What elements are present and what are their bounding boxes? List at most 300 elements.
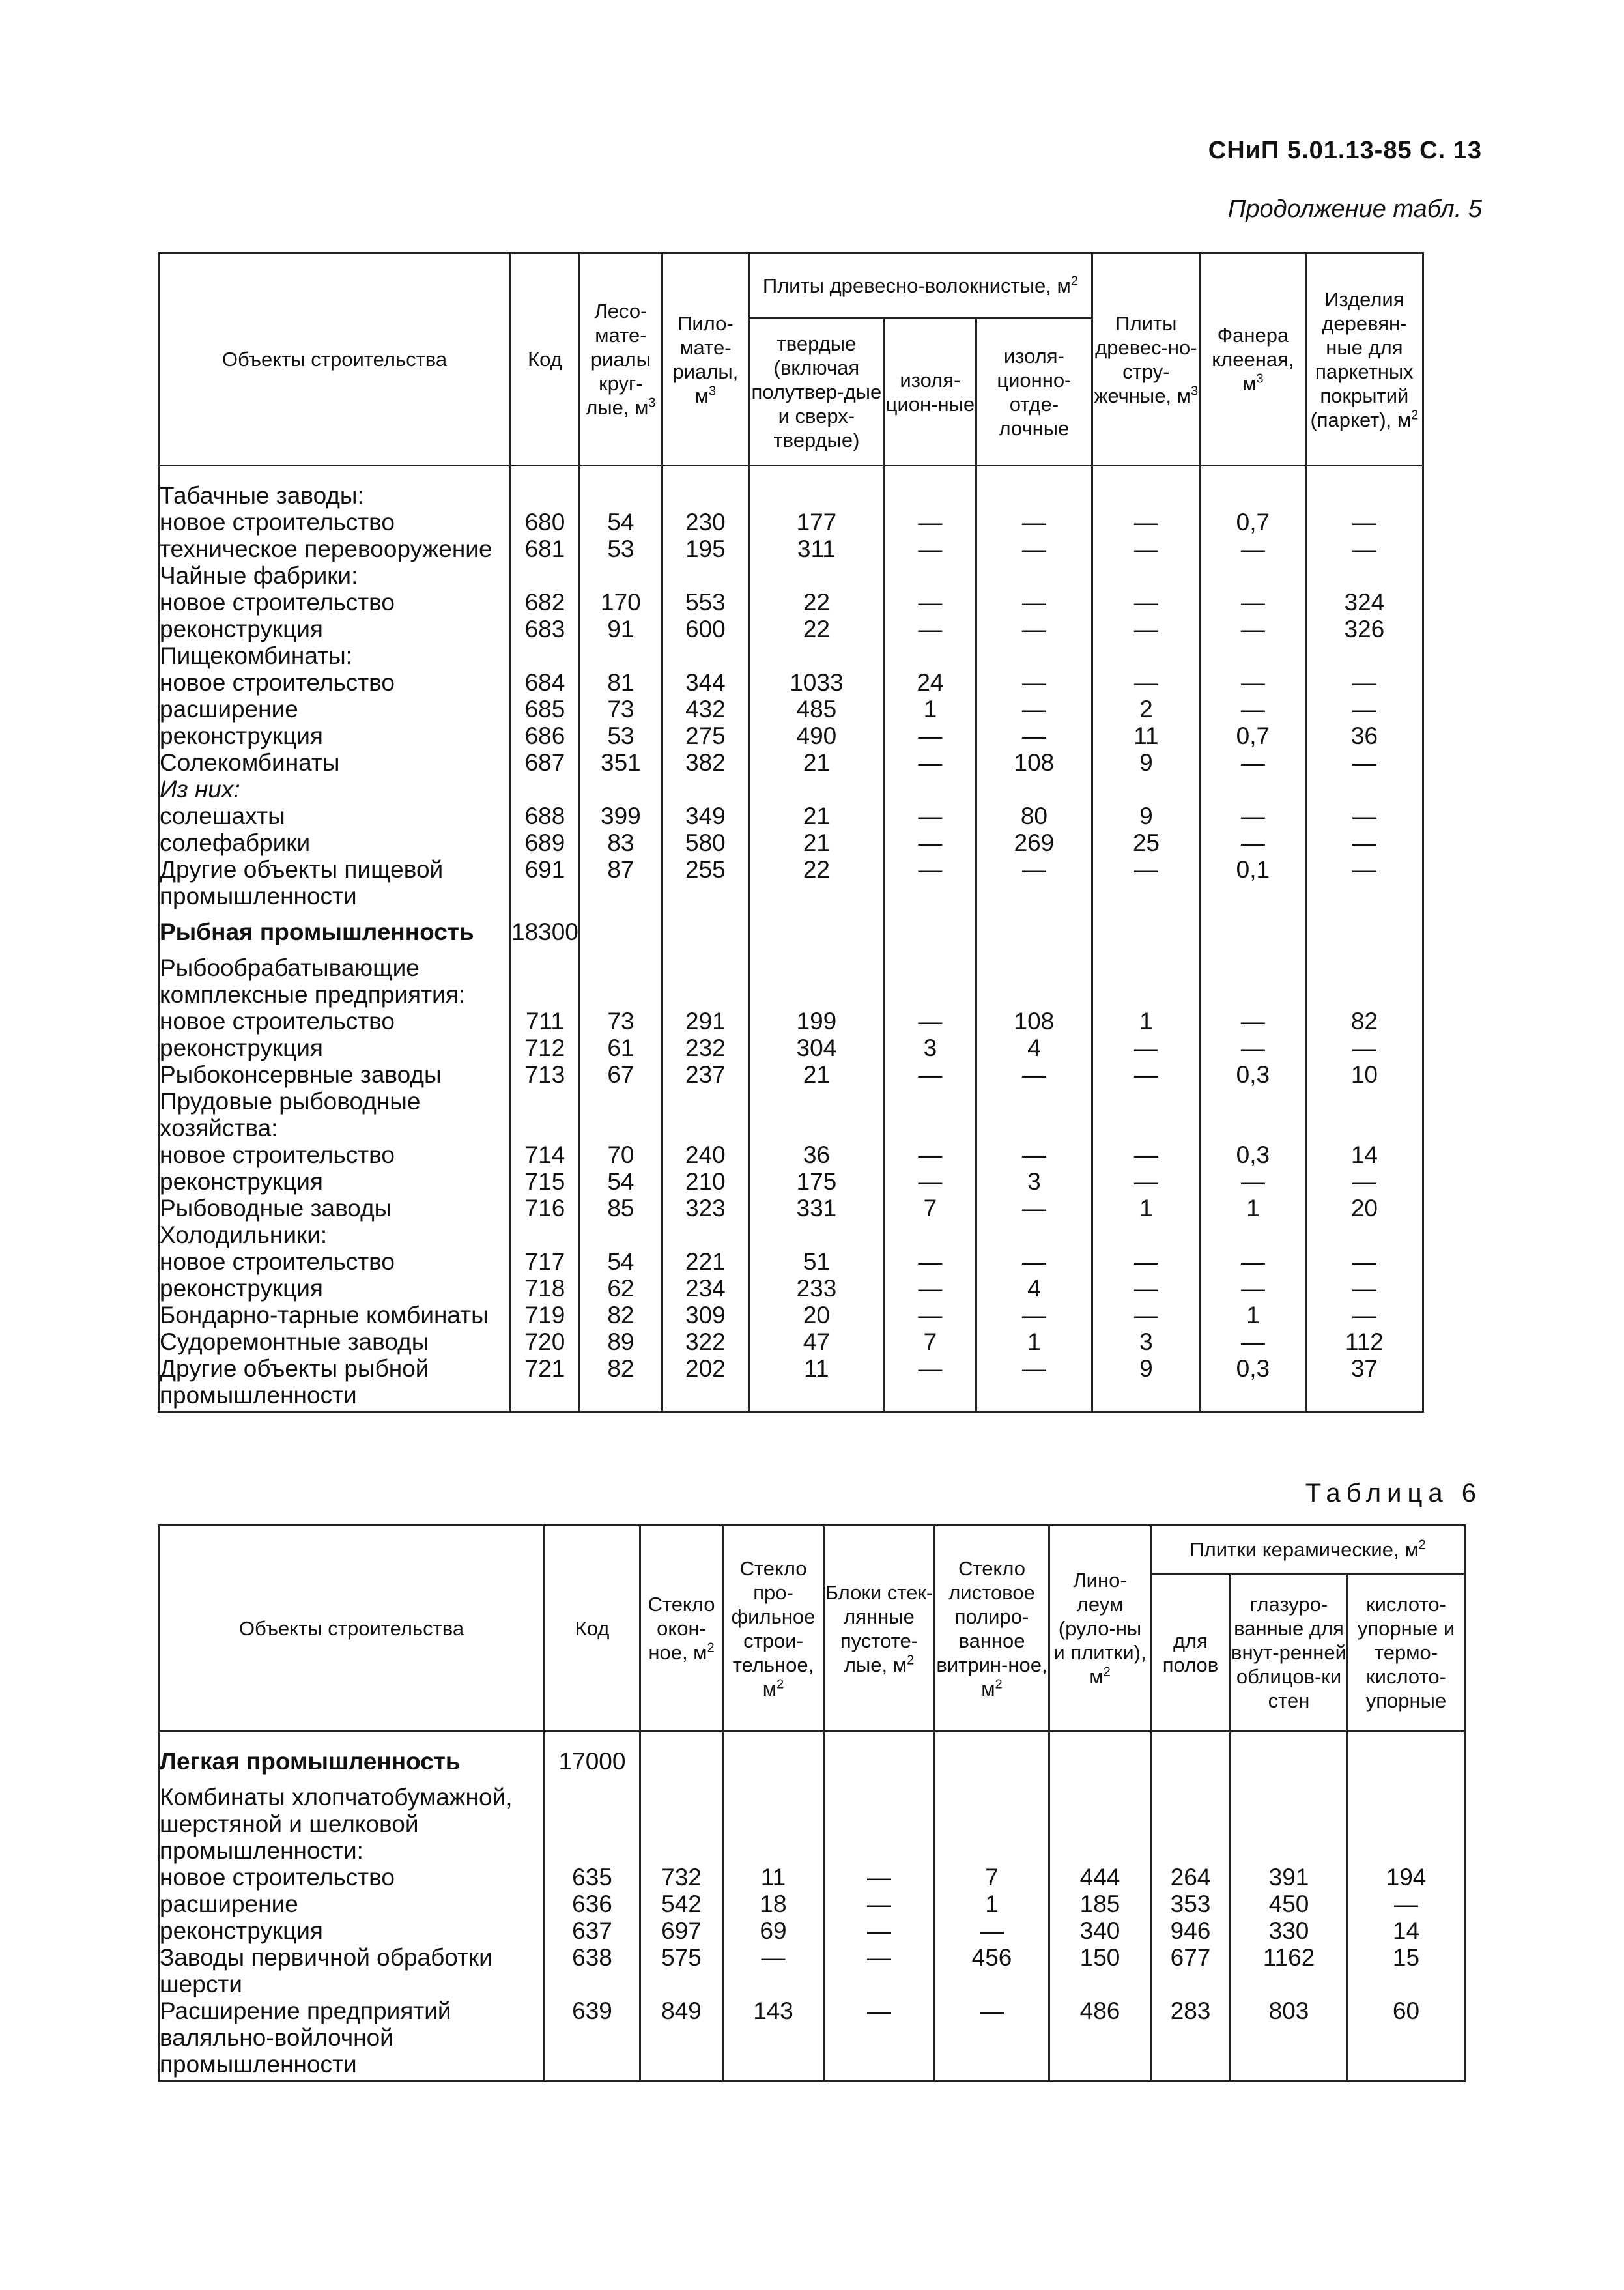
row-value: — — [884, 1275, 976, 1302]
row-value — [1092, 945, 1200, 1008]
row-name: Судоремонтные заводы — [159, 1328, 511, 1355]
row-value: — — [1305, 749, 1423, 776]
row-value: 9 — [1092, 803, 1200, 829]
table-row — [159, 776, 1423, 803]
row-value — [662, 776, 748, 803]
row-value — [662, 945, 748, 1008]
row-name: реконструкция — [159, 1917, 545, 1944]
row-value: 20 — [1305, 1195, 1423, 1222]
row-value — [1200, 909, 1305, 945]
row-name: Чайные фабрики: — [159, 562, 511, 589]
row-value: — — [884, 1061, 976, 1088]
row-value — [1092, 1222, 1200, 1248]
row-name: новое строительство — [159, 509, 511, 536]
row-value: 2 — [1092, 696, 1200, 723]
table-row — [159, 1035, 1423, 1061]
table-row — [159, 749, 1423, 776]
row-value: 732 — [640, 1864, 723, 1891]
row-value: — — [1305, 1168, 1423, 1195]
row-value — [723, 1775, 824, 1864]
row-value — [1305, 945, 1423, 1008]
row-value — [824, 1732, 935, 1775]
row-code — [511, 466, 580, 509]
row-value: 9 — [1092, 1355, 1200, 1412]
row-value: 82 — [579, 1355, 662, 1412]
row-value — [935, 1732, 1049, 1775]
row-code — [511, 1222, 580, 1248]
row-code: 718 — [511, 1275, 580, 1302]
row-name: Расширение предприятий валяльно-войлочной промышленности — [159, 1997, 545, 2082]
row-name: Прудовые рыбоводные хозяйства: — [159, 1088, 511, 1141]
row-value: 70 — [579, 1141, 662, 1168]
row-value: — — [1200, 829, 1305, 856]
row-value: 0,7 — [1200, 509, 1305, 536]
col-header-plywood: Фанера клееная, $м^3$ — [1200, 253, 1305, 466]
row-value — [640, 1775, 723, 1864]
row-value: — — [976, 669, 1092, 696]
row-value: — — [976, 616, 1092, 642]
row-value: — — [884, 1248, 976, 1275]
table-row — [159, 589, 1423, 616]
row-value: 946 — [1151, 1917, 1231, 1944]
row-value — [748, 642, 884, 669]
row-value — [748, 909, 884, 945]
row-value: 326 — [1305, 616, 1423, 642]
row-value: 1 — [935, 1891, 1049, 1917]
table-continuation-note: Продолжение табл. 5 — [1227, 195, 1482, 223]
row-value: 1 — [1200, 1302, 1305, 1328]
row-name: новое строительство — [159, 589, 511, 616]
row-value: 269 — [976, 829, 1092, 856]
row-value: — — [824, 1944, 935, 1997]
table-row — [159, 803, 1423, 829]
row-value: 1 — [1092, 1195, 1200, 1222]
table-row — [159, 1732, 1465, 1775]
row-value — [579, 776, 662, 803]
row-value: 14 — [1348, 1917, 1465, 1944]
row-value: 25 — [1092, 829, 1200, 856]
row-name: реконструкция — [159, 1035, 511, 1061]
row-value: 67 — [579, 1061, 662, 1088]
row-value: 91 — [579, 616, 662, 642]
row-code: 711 — [511, 1008, 580, 1035]
row-value: — — [1305, 803, 1423, 829]
row-code: 720 — [511, 1328, 580, 1355]
row-value — [884, 945, 976, 1008]
row-value: 185 — [1049, 1891, 1151, 1917]
row-code: 715 — [511, 1168, 580, 1195]
row-value: 330 — [1231, 1917, 1348, 1944]
row-value: 456 — [935, 1944, 1049, 1997]
row-code: 638 — [545, 1944, 640, 1997]
row-value: 331 — [748, 1195, 884, 1222]
row-value — [1348, 1732, 1465, 1775]
row-value: — — [935, 1997, 1049, 2082]
row-value: 170 — [579, 589, 662, 616]
row-code: 639 — [545, 1997, 640, 2082]
row-name: Солекомбинаты — [159, 749, 511, 776]
row-name: солешахты — [159, 803, 511, 829]
row-value: 85 — [579, 1195, 662, 1222]
row-value: 3 — [1092, 1328, 1200, 1355]
row-value: 1162 — [1231, 1944, 1348, 1997]
row-value — [723, 1732, 824, 1775]
row-value: — — [976, 1195, 1092, 1222]
table-row — [159, 642, 1423, 669]
row-value: — — [824, 1891, 935, 1917]
col-header-profile-glass: Стекло про-фильное строи-тельное, $м^2$ — [723, 1526, 824, 1732]
row-value: 309 — [662, 1302, 748, 1328]
row-value — [748, 562, 884, 589]
row-value — [1049, 1732, 1151, 1775]
row-value: — — [1092, 509, 1200, 536]
col-header-code: Код — [545, 1526, 640, 1732]
row-value: 486 — [1049, 1997, 1151, 2082]
row-value: — — [976, 536, 1092, 562]
row-value — [1200, 776, 1305, 803]
row-value: 89 — [579, 1328, 662, 1355]
col-header-tiles-group: Плитки керамические, $м^2$ — [1151, 1526, 1465, 1574]
row-value: 382 — [662, 749, 748, 776]
col-header-polished-glass: Стекло листовое полиро-ванное витрин-ное, $м^2$ — [935, 1526, 1049, 1732]
table-row — [159, 1302, 1423, 1328]
row-value — [1305, 466, 1423, 509]
row-code: 637 — [545, 1917, 640, 1944]
row-value: 803 — [1231, 1997, 1348, 2082]
row-value: 291 — [662, 1008, 748, 1035]
table-row — [159, 1328, 1423, 1355]
row-value: 37 — [1305, 1355, 1423, 1412]
col-header-objects: Объекты строительства — [159, 1526, 545, 1732]
row-value: 7 — [935, 1864, 1049, 1891]
table-row — [159, 536, 1423, 562]
row-value: — — [1200, 749, 1305, 776]
row-value: 485 — [748, 696, 884, 723]
row-value — [935, 1775, 1049, 1864]
row-value: 22 — [748, 616, 884, 642]
row-value: 47 — [748, 1328, 884, 1355]
row-name: новое строительство — [159, 1141, 511, 1168]
row-name: Заводы первичной обработки шерсти — [159, 1944, 545, 1997]
table-row — [159, 1355, 1423, 1412]
row-value: 255 — [662, 856, 748, 909]
row-code: 684 — [511, 669, 580, 696]
row-value: 697 — [640, 1917, 723, 1944]
col-header-tiles-acid: кислото-упорные и термо-кислото-упорные — [1348, 1574, 1465, 1732]
row-value: 54 — [579, 1248, 662, 1275]
row-code: 687 — [511, 749, 580, 776]
row-name: Рыбная промышленность — [159, 909, 511, 945]
row-value: 349 — [662, 803, 748, 829]
row-value — [579, 1088, 662, 1141]
row-value: 10 — [1305, 1061, 1423, 1088]
row-value: — — [976, 509, 1092, 536]
row-value: — — [1200, 1168, 1305, 1195]
col-header-linoleum: Лино-леум (руло-ны и плитки), $м^2$ — [1049, 1526, 1151, 1732]
row-value: — — [824, 1917, 935, 1944]
row-value: — — [884, 1302, 976, 1328]
table-row — [159, 1891, 1465, 1917]
row-name: Из них: — [159, 776, 511, 803]
row-value: — — [1348, 1891, 1465, 1917]
row-value: 53 — [579, 536, 662, 562]
row-value: — — [1092, 856, 1200, 909]
row-value: 21 — [748, 803, 884, 829]
row-value: — — [884, 1141, 976, 1168]
row-value: — — [1305, 696, 1423, 723]
row-value — [976, 945, 1092, 1008]
row-value: 1 — [1092, 1008, 1200, 1035]
row-value: 22 — [748, 589, 884, 616]
row-value: 21 — [748, 749, 884, 776]
row-value: 7 — [884, 1328, 976, 1355]
row-value: 351 — [579, 749, 662, 776]
table-row — [159, 909, 1423, 945]
row-value — [884, 1088, 976, 1141]
row-value — [579, 562, 662, 589]
row-value: 61 — [579, 1035, 662, 1061]
table-row — [159, 1088, 1423, 1141]
row-value: — — [1305, 1248, 1423, 1275]
row-value: 311 — [748, 536, 884, 562]
table-6-label: Таблица 6 — [1305, 1479, 1482, 1508]
row-name: реконструкция — [159, 616, 511, 642]
table-5 — [158, 252, 1424, 1413]
row-value: 234 — [662, 1275, 748, 1302]
row-code — [545, 1775, 640, 1864]
row-value — [884, 1222, 976, 1248]
row-value: 324 — [1305, 589, 1423, 616]
row-value: 36 — [748, 1141, 884, 1168]
row-value: — — [976, 1355, 1092, 1412]
row-value: — — [1305, 1302, 1423, 1328]
row-value: 575 — [640, 1944, 723, 1997]
table-row — [159, 1168, 1423, 1195]
row-value: 195 — [662, 536, 748, 562]
row-value: 399 — [579, 803, 662, 829]
row-value: 15 — [1348, 1944, 1465, 1997]
table-row — [159, 856, 1423, 909]
row-value: 18 — [723, 1891, 824, 1917]
row-value: — — [884, 749, 976, 776]
table-row — [159, 1917, 1465, 1944]
row-value — [976, 1222, 1092, 1248]
row-value: 340 — [1049, 1917, 1151, 1944]
row-value — [579, 466, 662, 509]
row-value — [976, 776, 1092, 803]
row-code — [511, 1088, 580, 1141]
row-value — [748, 945, 884, 1008]
row-name: расширение — [159, 1891, 545, 1917]
row-value — [1200, 945, 1305, 1008]
row-value — [1200, 642, 1305, 669]
row-value — [579, 1222, 662, 1248]
row-value: 24 — [884, 669, 976, 696]
row-value — [1200, 562, 1305, 589]
row-value: 9 — [1092, 749, 1200, 776]
row-value: 210 — [662, 1168, 748, 1195]
table-row — [159, 1997, 1465, 2082]
row-value: 450 — [1231, 1891, 1348, 1917]
row-value — [824, 1775, 935, 1864]
table-row — [159, 723, 1423, 749]
row-value: — — [976, 856, 1092, 909]
row-value: — — [1200, 696, 1305, 723]
row-name: Табачные заводы: — [159, 466, 511, 509]
col-header-sawn-timber: Пило-мате-риалы, $м^3$ — [662, 253, 748, 466]
table-row — [159, 1944, 1465, 1997]
row-value: 73 — [579, 696, 662, 723]
row-value: 175 — [748, 1168, 884, 1195]
row-value: — — [723, 1944, 824, 1997]
row-value: 143 — [723, 1997, 824, 2082]
row-value — [1305, 776, 1423, 803]
row-value: 1 — [884, 696, 976, 723]
row-value: 240 — [662, 1141, 748, 1168]
col-header-tiles-floor: для полов — [1151, 1574, 1231, 1732]
row-value: 353 — [1151, 1891, 1231, 1917]
row-value: — — [976, 696, 1092, 723]
table-row — [159, 509, 1423, 536]
row-value — [748, 776, 884, 803]
row-value: 0,3 — [1200, 1061, 1305, 1088]
row-value: — — [884, 723, 976, 749]
row-code: 683 — [511, 616, 580, 642]
row-code: 689 — [511, 829, 580, 856]
row-value: — — [884, 509, 976, 536]
row-code: 685 — [511, 696, 580, 723]
row-value: 11 — [723, 1864, 824, 1891]
row-value: — — [1092, 536, 1200, 562]
col-header-fb-hard: твердые (включая полутвер-дые и сверх-твердые) — [748, 319, 884, 466]
row-value: 177 — [748, 509, 884, 536]
table-row — [159, 669, 1423, 696]
row-name: Рыбоводные заводы — [159, 1195, 511, 1222]
row-value: 275 — [662, 723, 748, 749]
row-code — [511, 562, 580, 589]
row-name: новое строительство — [159, 1008, 511, 1035]
row-value: 580 — [662, 829, 748, 856]
table-row — [159, 466, 1423, 509]
row-value: 194 — [1348, 1864, 1465, 1891]
row-value: 4 — [976, 1275, 1092, 1302]
row-value: — — [1305, 509, 1423, 536]
row-code — [511, 945, 580, 1008]
row-value: 849 — [640, 1997, 723, 2082]
row-value: — — [1305, 856, 1423, 909]
col-header-objects: Объекты строительства — [159, 253, 511, 466]
row-value — [884, 909, 976, 945]
row-value: 54 — [579, 1168, 662, 1195]
row-value: — — [1200, 1248, 1305, 1275]
row-value: — — [976, 1302, 1092, 1328]
row-name: реконструкция — [159, 1168, 511, 1195]
row-value: 490 — [748, 723, 884, 749]
row-value — [579, 642, 662, 669]
col-header-window-glass: Стекло окон-ное, $м^2$ — [640, 1526, 723, 1732]
row-value — [1049, 1775, 1151, 1864]
row-value: 232 — [662, 1035, 748, 1061]
row-code: 18300 — [511, 909, 580, 945]
row-value: — — [1305, 1035, 1423, 1061]
row-value: 1 — [1200, 1195, 1305, 1222]
row-value — [884, 562, 976, 589]
row-value: — — [1200, 616, 1305, 642]
row-value — [1231, 1732, 1348, 1775]
row-value: — — [884, 616, 976, 642]
row-value: — — [1092, 589, 1200, 616]
row-value: 283 — [1151, 1997, 1231, 2082]
row-code: 719 — [511, 1302, 580, 1328]
row-value: 150 — [1049, 1944, 1151, 1997]
row-value: 62 — [579, 1275, 662, 1302]
row-code: 686 — [511, 723, 580, 749]
row-value — [976, 562, 1092, 589]
row-code: 713 — [511, 1061, 580, 1088]
row-value: — — [1200, 536, 1305, 562]
row-value: — — [1200, 1328, 1305, 1355]
col-header-tiles-glazed: глазуро-ванные для внут-ренней облицов-ки стен — [1231, 1574, 1348, 1732]
row-value — [748, 1222, 884, 1248]
row-value — [579, 909, 662, 945]
row-value: 4 — [976, 1035, 1092, 1061]
row-code: 716 — [511, 1195, 580, 1222]
row-name: Пищекомбинаты: — [159, 642, 511, 669]
row-value: 391 — [1231, 1864, 1348, 1891]
row-value: — — [976, 1141, 1092, 1168]
row-value: — — [1092, 1248, 1200, 1275]
row-code: 682 — [511, 589, 580, 616]
row-value: 36 — [1305, 723, 1423, 749]
col-header-glass-blocks: Блоки стек-лянные пустоте-лые, $м^2$ — [824, 1526, 935, 1732]
page-header: СНиП 5.01.13-85 С. 13 — [1208, 137, 1482, 164]
row-value: 22 — [748, 856, 884, 909]
row-value — [1092, 466, 1200, 509]
row-code: 714 — [511, 1141, 580, 1168]
row-value — [1305, 909, 1423, 945]
row-value: — — [976, 589, 1092, 616]
row-value: 444 — [1049, 1864, 1151, 1891]
table-row — [159, 562, 1423, 589]
row-value — [1231, 1775, 1348, 1864]
row-value: — — [1092, 1141, 1200, 1168]
row-value: — — [1092, 669, 1200, 696]
row-value: — — [1092, 1035, 1200, 1061]
row-name: техническое перевооружение — [159, 536, 511, 562]
row-code — [511, 642, 580, 669]
row-code: 721 — [511, 1355, 580, 1412]
row-value — [579, 945, 662, 1008]
row-value: 202 — [662, 1355, 748, 1412]
row-value — [884, 642, 976, 669]
row-code: 688 — [511, 803, 580, 829]
row-value: 237 — [662, 1061, 748, 1088]
row-value: — — [935, 1917, 1049, 1944]
row-value: — — [1092, 1275, 1200, 1302]
row-value: — — [824, 1864, 935, 1891]
table-row — [159, 1222, 1423, 1248]
row-code: 712 — [511, 1035, 580, 1061]
row-value: 677 — [1151, 1944, 1231, 1997]
row-value: — — [884, 1355, 976, 1412]
row-value: — — [884, 589, 976, 616]
row-value: 221 — [662, 1248, 748, 1275]
row-name: Комбинаты хлопчатобумажной, шерстяной и шелковой промышленности: — [159, 1775, 545, 1864]
row-value: 1033 — [748, 669, 884, 696]
row-code: 635 — [545, 1864, 640, 1891]
table-row — [159, 1775, 1465, 1864]
row-value: 21 — [748, 829, 884, 856]
